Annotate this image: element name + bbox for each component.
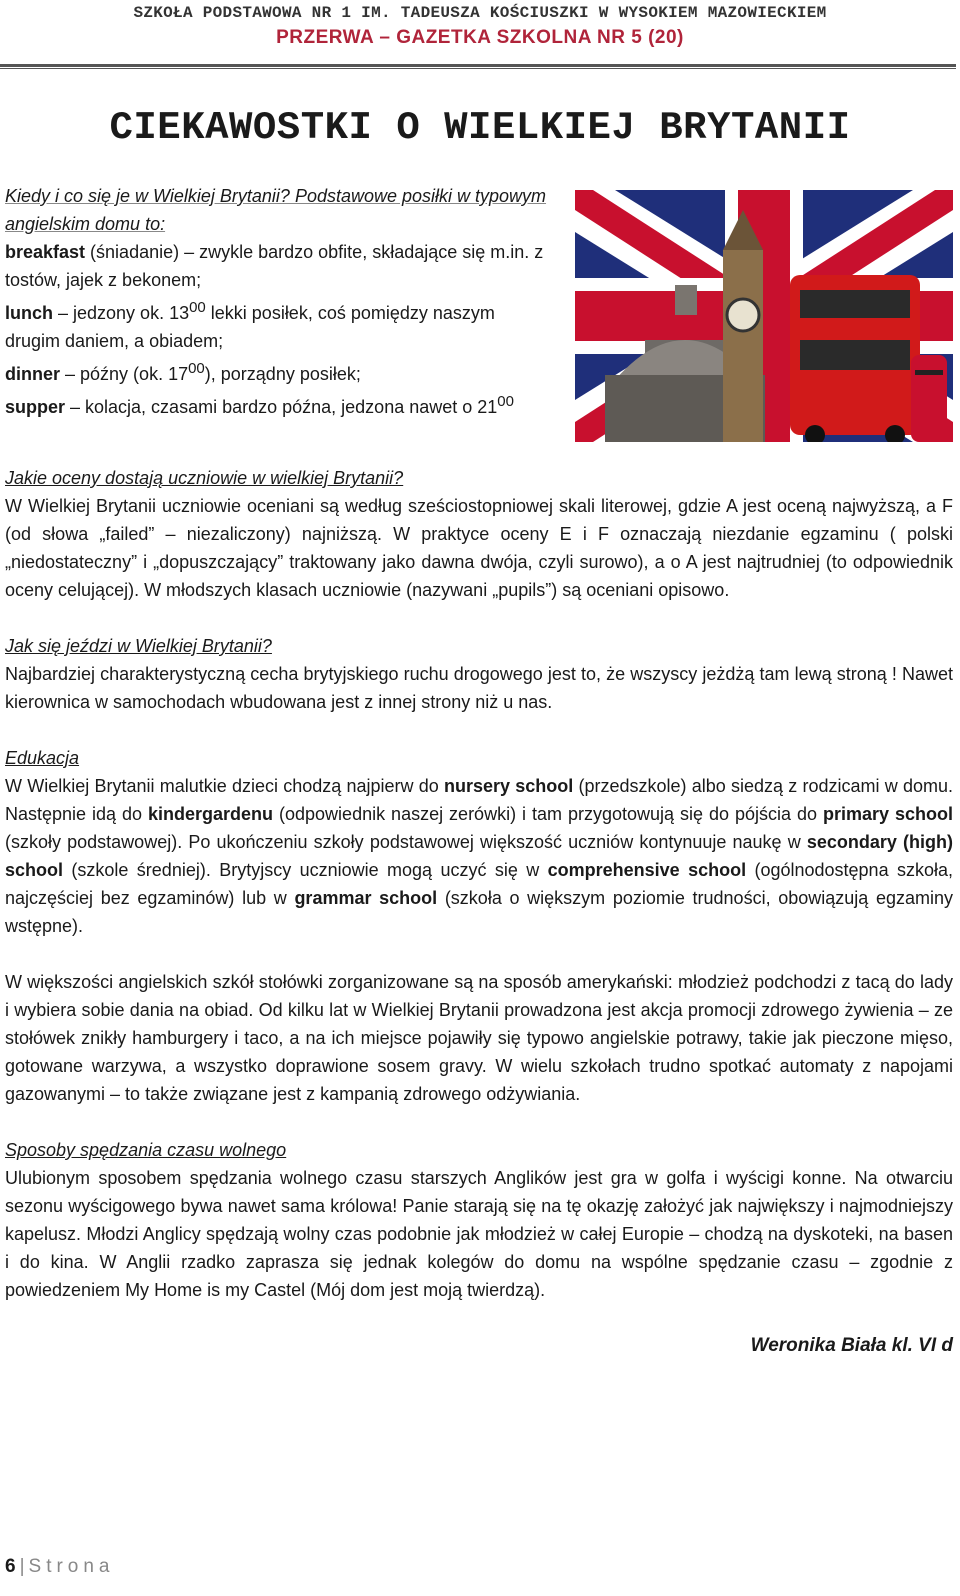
driving-text: Najbardziej charakterystyczną cecha brytyjskiego ruchu drogowego jest to, że wszyscy jeżdżą tam lewą stroną ! Nawet kierownica w samochodach wbudowana jest z innej strony niż u nas. xyxy=(5,664,953,712)
meal-term: supper xyxy=(5,397,66,417)
article-body xyxy=(5,464,953,1360)
article-title: CIEKAWOSTKI O WIELKIEJ BRYTANII xyxy=(109,106,851,150)
meal-term: dinner xyxy=(5,364,61,384)
meal-item-supper: supper – kolacja, czasami bardzo późna, jedzona nawet o $21^{00}$ xyxy=(5,393,514,417)
education-text: W Wielkiej Brytanii malutkie dzieci chodzą najpierw do nursery school (przedszkole) albo siedzą z rodzicami w domu. Następnie idą do kindergardenu (odpowiednik naszej zerówki) i tam przygotowują się do pójścia do primary school (szkoły podstawowej). Po ukończeniu szkoły podstawowej większość uczniów kontynuuje naukę w secondary (high) school (szkole średniej). Brytyjscy uczniowie mogą uczyć się w comprehensive school (ogólnodostępna szkoła, najczęściej bez egzaminów) lub w grammar school (szkoła o większym poziomie trudności, obowiązują egzaminy wstępne). xyxy=(5,776,954,936)
page-number: 6 xyxy=(5,1556,16,1577)
article-author: Weronika Biała kl. VI d xyxy=(750,1335,953,1356)
grades-text: W Wielkiej Brytanii uczniowie oceniani są według sześciostopniowej skali literowej, gdzie A jest oceną najwyższą, a F (od słowa „failed” – niezaliczony) najniższą. W praktyce oceny E i F oznaczają niezdanie egzaminu ( polski „niedostateczny” i „dopuszczający” traktowany jako dawna dwója, czyli surowo), a o A jest najtrudniej (to odpowiednik oceny celującej). W młodszych klasach uczniowie (nazywani „pupils”) są oceniani opisowo. xyxy=(5,496,953,600)
meals-section xyxy=(5,182,553,421)
header-rule-thin xyxy=(0,68,956,69)
canteens-section xyxy=(5,968,953,1108)
meal-term: breakfast xyxy=(5,242,86,262)
page-label: Strona xyxy=(28,1556,115,1577)
school-type-term: kindergardenu xyxy=(148,804,274,824)
driving-heading: Jak się jeździ w Wielkiej Brytanii? xyxy=(5,636,272,656)
leisure-section xyxy=(5,1136,953,1304)
footer-separator: | xyxy=(19,1556,25,1577)
header-rule xyxy=(0,64,956,67)
school-name: SZKOŁA PODSTAWOWA NR 1 IM. TADEUSZA KOŚCIUSZKI W WYSOKIEM MAZOWIECKIEM xyxy=(133,4,827,22)
school-type-term: primary school xyxy=(822,804,953,824)
leisure-heading: Sposoby spędzania czasu wolnego xyxy=(5,1140,287,1160)
school-type-term: comprehensive school xyxy=(547,860,747,880)
london-illustration xyxy=(575,190,953,442)
canteens-text: W większości angielskich szkół stołówki zorganizowane są na sposób amerykański: młodzież podchodzi z tacą do lady i wybiera sobie dania na obiad. Od kilku lat w Wielkiej Brytanii prowadzona jest akcja promocji zdrowego żywienia – ze stołówek znikły hamburgery i taco, a na ich miejsce pojawiły się typowo angielskie potrawy, takie jak pieczone mięso, gotowane warzywa, a wszystko doprawione sosem gravy. W wielu szkołach trudno spotkać automaty z napojami gazowanymi – to także związane jest z kampanią zdrowego odżywiania. xyxy=(5,972,953,1104)
education-heading: Edukacja xyxy=(5,748,80,768)
newspaper-title: PRZERWA – GAZETKA SZKOLNA NR 5 (20) xyxy=(276,27,684,48)
grades-section xyxy=(5,464,953,604)
page-footer xyxy=(5,1556,115,1578)
driving-section xyxy=(5,632,953,716)
meals-question: Kiedy i co się je w Wielkiej Brytanii? Podstawowe posiłki w typowym angielskim domu to: xyxy=(5,186,547,234)
meal-item-dinner: dinner – późny (ok. $17^{00}$), porządny posiłek; xyxy=(5,360,361,384)
london-collage-image xyxy=(575,190,953,442)
education-section xyxy=(5,744,953,940)
meal-item-breakfast: breakfast (śniadanie) – zwykle bardzo obfite, składające się m.in. z tostów, jajek z bekonem; xyxy=(5,242,544,290)
leisure-text: Ulubionym sposobem spędzania wolnego czasu starszych Anglików jest gra w golfa i wyścigi konne. Na otwarciu sezonu wyścigowego bywa nawet sama królowa! Panie starają się na tę okazję założyć jak największy i najmodniejszy kapelusz. Młodzi Anglicy spędzają wolny czas podobnie jak młodzież w całej Europie – chodzą na dyskoteki, na basen i do kina. W Anglii rzadko zaprasza się jednak kolegów do domu na wspólne spędzanie czasu – zgodnie z powiedzeniem My Home is my Castel (Mój dom jest moją twierdzą). xyxy=(5,1168,953,1300)
school-type-term: nursery school xyxy=(443,776,574,796)
meal-term: lunch xyxy=(5,303,53,323)
school-type-term: grammar school xyxy=(294,888,438,908)
meal-item-lunch: lunch – jedzony ok. $13^{00}$ lekki posiłek, coś pomiędzy naszym drugim daniem, a obiadem; xyxy=(5,299,495,351)
page-header xyxy=(0,4,960,49)
grades-heading: Jakie oceny dostają uczniowie w wielkiej Brytanii? xyxy=(5,468,404,488)
school-type-term: secondary (high) school xyxy=(5,832,953,880)
